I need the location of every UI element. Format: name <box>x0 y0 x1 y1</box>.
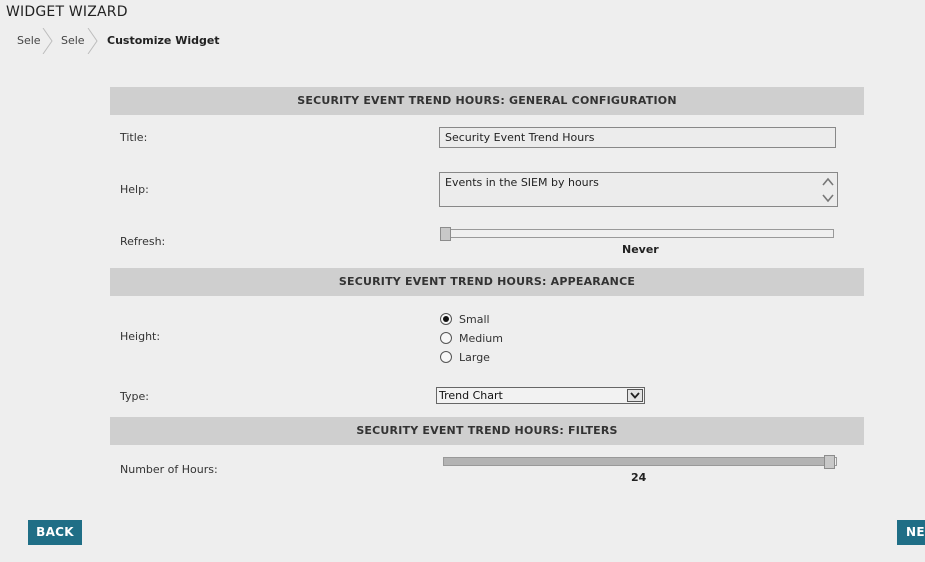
hours-slider-handle[interactable] <box>824 455 835 469</box>
radio-small[interactable] <box>440 313 452 325</box>
radio-large-label: Large <box>459 351 490 364</box>
refresh-value: Never <box>622 243 659 256</box>
height-label: Height: <box>120 330 161 343</box>
chevron-right-icon <box>42 28 54 54</box>
breadcrumb-step-2[interactable]: Sele <box>61 34 85 47</box>
general-config-header: SECURITY EVENT TREND HOURS: GENERAL CONFIGURATION <box>110 87 864 115</box>
wizard-title: WIDGET WIZARD <box>6 4 128 20</box>
radio-medium[interactable] <box>440 332 452 344</box>
radio-small-label: Small <box>459 313 490 326</box>
chevron-down-icon[interactable] <box>627 389 643 402</box>
refresh-slider[interactable] <box>440 229 834 238</box>
help-text: Events in the SIEM by hours <box>445 176 599 189</box>
back-button[interactable]: BACK <box>28 520 82 545</box>
title-label: Title: <box>120 131 148 144</box>
type-select[interactable] <box>436 387 645 404</box>
hours-label: Number of Hours: <box>120 463 218 476</box>
scroll-up-icon[interactable] <box>822 177 834 187</box>
chevron-right-icon <box>87 28 99 54</box>
type-select-value: Trend Chart <box>439 389 503 402</box>
help-label: Help: <box>120 183 149 196</box>
breadcrumb-step-current: Customize Widget <box>107 34 220 47</box>
refresh-slider-handle[interactable] <box>440 227 451 241</box>
next-button[interactable]: NE <box>897 520 925 545</box>
filters-header: SECURITY EVENT TREND HOURS: FILTERS <box>110 417 864 445</box>
scroll-down-icon[interactable] <box>822 193 834 203</box>
refresh-label: Refresh: <box>120 235 166 248</box>
hours-value: 24 <box>631 471 647 484</box>
hours-slider[interactable] <box>443 457 837 466</box>
title-input[interactable] <box>439 127 836 148</box>
hours-slider-fill <box>444 458 831 465</box>
appearance-header: SECURITY EVENT TREND HOURS: APPEARANCE <box>110 268 864 296</box>
breadcrumb-step-1[interactable]: Sele <box>17 34 41 47</box>
breadcrumb <box>0 28 260 54</box>
radio-large[interactable] <box>440 351 452 363</box>
type-label: Type: <box>120 390 149 403</box>
help-textarea[interactable] <box>439 172 838 207</box>
radio-medium-label: Medium <box>459 332 503 345</box>
